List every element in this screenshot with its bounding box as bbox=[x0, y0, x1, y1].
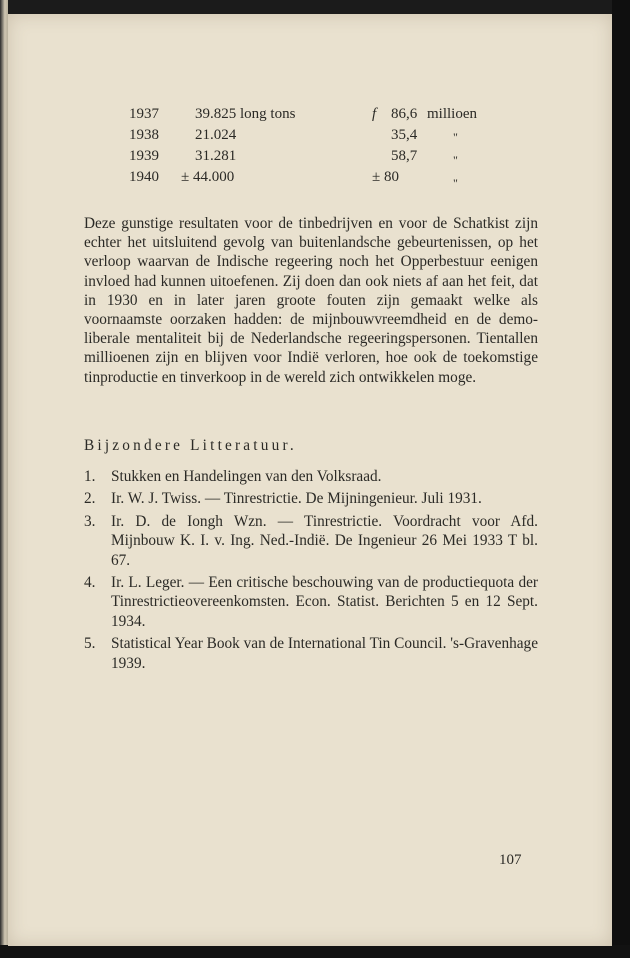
table-year: 1940 bbox=[129, 169, 159, 185]
scan-border-right bbox=[612, 0, 630, 958]
table-unit-ditto: " bbox=[453, 176, 458, 190]
table-value: 86,6 bbox=[391, 106, 418, 122]
list-number: 5. bbox=[84, 635, 96, 653]
table-unit-ditto: " bbox=[453, 130, 458, 144]
list-item bbox=[84, 512, 538, 570]
list-item bbox=[84, 634, 538, 673]
table-value: 35,4 bbox=[391, 127, 418, 143]
list-number: 2. bbox=[84, 490, 96, 508]
reference-list bbox=[84, 467, 538, 676]
table-value: ± 80 bbox=[372, 169, 399, 185]
table-amount: 31.281 bbox=[195, 148, 237, 164]
table-amount: ± 44.000 bbox=[181, 169, 235, 185]
table-unit-ditto: " bbox=[453, 153, 458, 167]
list-number: 3. bbox=[84, 512, 96, 530]
table-year: 1938 bbox=[129, 127, 159, 143]
table-amount: 21.024 bbox=[195, 127, 237, 143]
list-item bbox=[84, 489, 538, 508]
table-amount: 39.825 long tons bbox=[195, 106, 296, 122]
page-number: 107 bbox=[499, 852, 522, 868]
list-text: Ir. L. Leger. — Een critische beschouwing van de productiequota der Tinrestrictieovereenkomsten. Econ. Statist. Berichten 5 en 12 Sept. 1934. bbox=[111, 574, 538, 630]
list-number: 1. bbox=[84, 468, 96, 485]
table-value: 58,7 bbox=[391, 148, 418, 164]
list-text: Ir. W. J. Twiss. — Tinrestrictie. De Mijningenieur. Juli 1931. bbox=[111, 490, 482, 508]
list-item bbox=[84, 467, 538, 486]
scan-border-bottom bbox=[0, 945, 630, 958]
list-text: Ir. D. de Iongh Wzn. — Tinrestrictie. Voordracht voor Afd. Mijnbouw K. I. v. Ing. Ned.-Indië. De Ingenieur 26 Mei 1933 T bl. 67. bbox=[111, 512, 538, 569]
table-year: 1939 bbox=[129, 148, 159, 164]
body-paragraph: Deze gunstige resultaten voor de tinbedrijven en voor de Schatkist zijn echter het uitsluitend gevolg van buitenlandsche gebeurtenissen, op het verloop waarvan de Indische regeering noch het Opperbestuur eenigen invloed had kunnen uitoefenen. Zij doen dan ook niets af aan het feit, dat in 1930 en in later jaren groote fouten zijn gemaakt welke als voornaamste oorzaken hadden: de mijnbouwvreemdheid en de demo-liberale mentaliteit bij de Nederlandsche regeeringspersonen. Tientallen millioenen zijn en blijven voor Indië verloren, hoe ook de toekomstige tinproductie en tinverkoop in de wereld zich ontwikkelen moge. bbox=[84, 215, 538, 386]
list-text: Stukken en Handelingen van den Volksraad. bbox=[111, 468, 382, 485]
table-year: 1937 bbox=[129, 106, 159, 122]
section-heading: Bijzondere Litteratuur. bbox=[84, 437, 297, 454]
list-number: 4. bbox=[84, 574, 96, 592]
book-spine-edge bbox=[0, 0, 8, 958]
table-currency: f bbox=[372, 106, 377, 122]
book-page bbox=[8, 14, 612, 946]
table-unit: millioen bbox=[427, 106, 477, 122]
list-item bbox=[84, 573, 538, 631]
list-text: Statistical Year Book van de International Tin Council. 's-Gravenhage 1939. bbox=[111, 635, 538, 672]
